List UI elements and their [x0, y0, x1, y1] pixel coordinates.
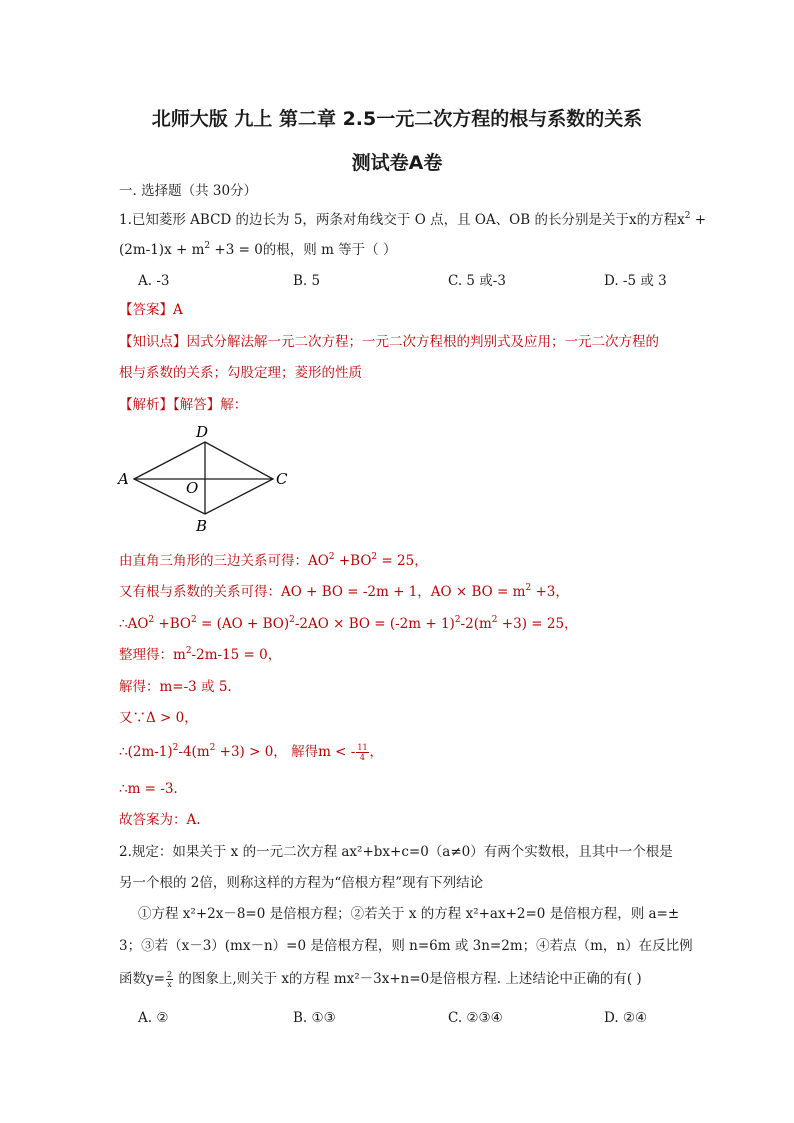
- q1-solution-line8: ∴m = -3.: [119, 781, 178, 797]
- label-d: D: [196, 423, 209, 441]
- q1-solution-line2: 又有根与系数的关系可得：AO + BO = -2m + 1，AO × BO = $m^2 +3$，: [119, 583, 569, 600]
- q1-option-c: C. 5 或-3: [448, 273, 506, 289]
- document-subtitle: 测试卷A卷: [351, 152, 443, 174]
- q1-option-b: B. 5: [293, 273, 321, 289]
- q2-option-b: B. ①③: [293, 1010, 336, 1026]
- q1-stem-line2: $(2m-1)x + m^2 +3 = 0$的根，则 m 等于（ ）: [119, 241, 397, 258]
- q1-analysis-label: 【解析】【解答】解：: [119, 397, 248, 413]
- label-c: C: [276, 470, 288, 488]
- q1-solution-line9: 故答案为：A.: [119, 812, 201, 828]
- q2-stem-line5: 函数y= $\frac{2}{x}$ 的图象上,则关于 x的方程 mx²－3x+n=0是倍根方程. 上述结论中正确的有( ): [119, 970, 642, 989]
- label-o: O: [186, 479, 199, 497]
- label-b: B: [196, 517, 208, 535]
- q2-stem-line3: ①方程 x²+2x－8=0 是倍根方程；②若关于 x 的方程 x²+ax+2=0 是倍根方程，则 a=±: [138, 906, 680, 922]
- q1-option-a: A. -3: [138, 273, 170, 289]
- q2-option-c: C. ②③④: [448, 1010, 503, 1026]
- rhombus-diagram: [112, 420, 297, 538]
- q1-solution-line3: $\therefore AO^2 +BO^2 = (AO + BO)^2-2AO$ × BO = $(-2m + 1)^2-2(m^2 +3) = 25$，: [119, 615, 578, 632]
- q1-solution-line5: 解得：m=-3 或 5.: [119, 679, 232, 695]
- q1-knowledge-line2: 根与系数的关系；勾股定理；菱形的性质: [119, 365, 362, 381]
- q1-answer: 【答案】A: [119, 302, 183, 318]
- q2-stem-line1: 2.规定：如果关于 x 的一元二次方程 ax²+bx+c=0（a≠0）有两个实数根，且其中一个根是: [119, 844, 673, 860]
- q1-solution-line1: 由直角三角形的三边关系可得：$AO^2 +BO^2 = 25$，: [119, 552, 428, 569]
- q2-option-d: D. ②④: [604, 1010, 648, 1026]
- section-heading: 一. 选择题（共 30分）: [119, 183, 258, 199]
- fraction-2-over-x: $\frac{2}{x}$: [166, 970, 173, 989]
- q1-knowledge-line1: 【知识点】因式分解法解一元二次方程；一元二次方程根的判别式及应用；一元二次方程的: [119, 334, 659, 350]
- q2-stem-line2: 另一个根的 2倍，则称这样的方程为“倍根方程”现有下列结论: [119, 875, 484, 891]
- rhombus-outline: [134, 442, 273, 514]
- q2-option-a: A. ②: [138, 1010, 169, 1026]
- q2-stem-line4: 3；③若（x－3）(mx－n）=0 是倍根方程，则 n=6m 或 3n=2m；④若点（m，n）在反比例: [119, 938, 693, 954]
- fraction-11-over-4: $\frac{11}{4}$: [357, 743, 368, 762]
- document-title: 北师大版 九上 第二章 2.5一元二次方程的根与系数的关系: [151, 108, 643, 130]
- q1-option-d: D. -5 或 3: [604, 273, 667, 289]
- q1-solution-line7: $\therefore(2m-1)^2-4(m^2 +3) > 0$， 解得m < - $\frac{11}{4}$ ，: [119, 743, 384, 762]
- label-a: A: [118, 470, 129, 488]
- q1-stem-line1: 1.已知菱形 ABCD 的边长为 5，两条对角线交于 O 点，且 OA、OB 的长分别是关于x的方程$x^2$ +: [119, 211, 707, 228]
- q1-solution-line4: 整理得：$m^2-2m-15 = 0$，: [119, 646, 282, 663]
- q1-solution-line6: 又∵Δ > 0，: [119, 710, 198, 726]
